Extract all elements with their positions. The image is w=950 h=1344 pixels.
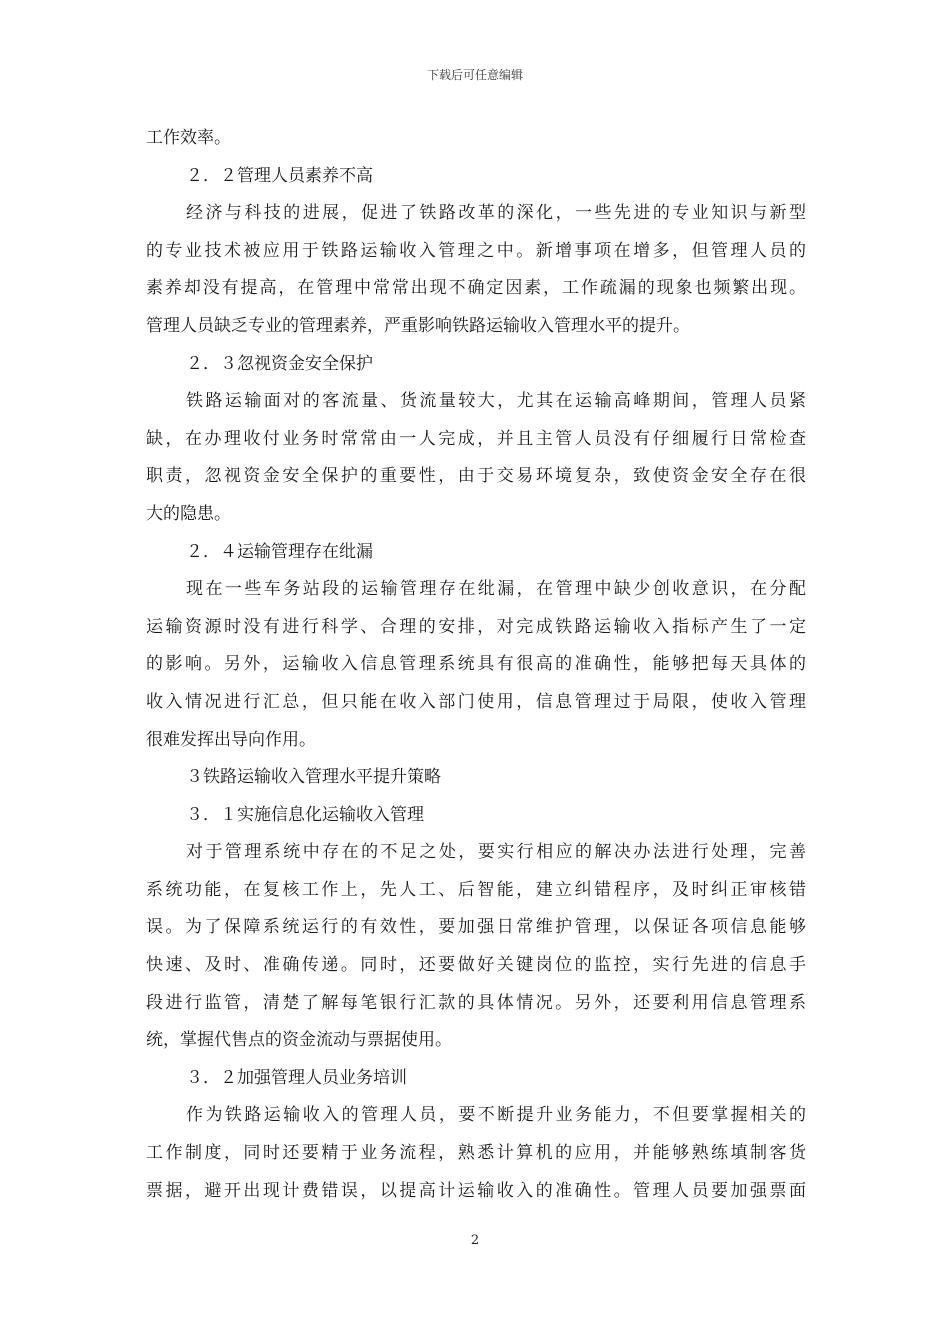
text-line: ３铁路运输收入管理水平提升策略 bbox=[186, 767, 441, 788]
document-body bbox=[146, 120, 806, 1210]
text-line: ３．２加强管理人员业务培训 bbox=[186, 1067, 407, 1088]
text-line: ３．１实施信息化运输收入管理 bbox=[186, 804, 424, 825]
text-line: 工作制度，同时还要精于业务流程，熟悉计算机的应用，并能够熟练填制客货 bbox=[146, 1143, 806, 1164]
page-header: 下载后可任意编辑 bbox=[426, 68, 523, 82]
text-line: 系统功能，在复核工作上，先人工、后智能，建立纠错程序，及时纠正审核错 bbox=[146, 879, 806, 900]
text-line: 的专业技术被应用于铁路运输收入管理之中。新增事项在增多，但管理人员的 bbox=[146, 240, 806, 261]
text-line: 现在一些车务站段的运输管理存在纰漏，在管理中缺少创收意识，在分配 bbox=[186, 579, 806, 600]
text-line: ２．４运输管理存在纰漏 bbox=[186, 541, 373, 562]
text-line: 铁路运输面对的客流量、货流量较大，尤其在运输高峰期间，管理人员紧 bbox=[186, 391, 806, 412]
text-line: 作为铁路运输收入的管理人员，要不断提升业务能力，不但要掌握相关的 bbox=[186, 1105, 806, 1126]
text-line: 统，掌握代售点的资金流动与票据使用。 bbox=[146, 1030, 452, 1051]
text-line: 快速、及时、准确传递。同时，还要做好关键岗位的监控，实行先进的信息手 bbox=[146, 955, 806, 976]
text-line: 运输资源时没有进行科学、合理的安排，对完成铁路运输收入指标产生了一定 bbox=[146, 616, 806, 637]
text-line: 缺，在办理收付业务时常常由一人完成，并且主管人员没有仔细履行日常检查 bbox=[146, 428, 806, 449]
text-line: 段进行监管，清楚了解每笔银行汇款的具体情况。另外，还要利用信息管理系 bbox=[146, 992, 806, 1013]
text-line: 很难发挥出导向作用。 bbox=[146, 729, 316, 750]
text-line: 对于管理系统中存在的不足之处，要实行相应的解决办法进行处理，完善 bbox=[186, 842, 806, 863]
text-line: 大的隐患。 bbox=[146, 503, 231, 524]
text-line: 的影响。另外，运输收入信息管理系统具有很高的准确性，能够把每天具体的 bbox=[146, 654, 806, 675]
text-line: ２．３忽视资金安全保护 bbox=[186, 353, 373, 374]
page-number: 2 bbox=[470, 1233, 480, 1248]
text-line: 误。为了保障系统运行的有效性，要加强日常维护管理，以保证各项信息能够 bbox=[146, 917, 806, 938]
text-line: 素养却没有提高，在管理中常常出现不确定因素，工作疏漏的现象也频繁出现。 bbox=[146, 278, 806, 299]
text-line: 工作效率。 bbox=[146, 128, 231, 148]
text-line: 管理人员缺乏专业的管理素养，严重影响铁路运输收入管理水平的提升。 bbox=[146, 315, 690, 336]
text-line: 经济与科技的进展，促进了铁路改革的深化，一些先进的专业知识与新型 bbox=[186, 203, 806, 224]
text-line: 票据，避开出现计费错误，以提高计运输收入的准确性。管理人员要加强票面 bbox=[146, 1180, 806, 1201]
text-line: ２．２管理人员素养不高 bbox=[186, 165, 373, 186]
text-line: 收入情况进行汇总，但只能在收入部门使用，信息管理过于局限，使收入管理 bbox=[146, 691, 806, 712]
text-line: 职责，忽视资金安全保护的重要性，由于交易环境复杂，致使资金安全存在很 bbox=[146, 466, 806, 487]
